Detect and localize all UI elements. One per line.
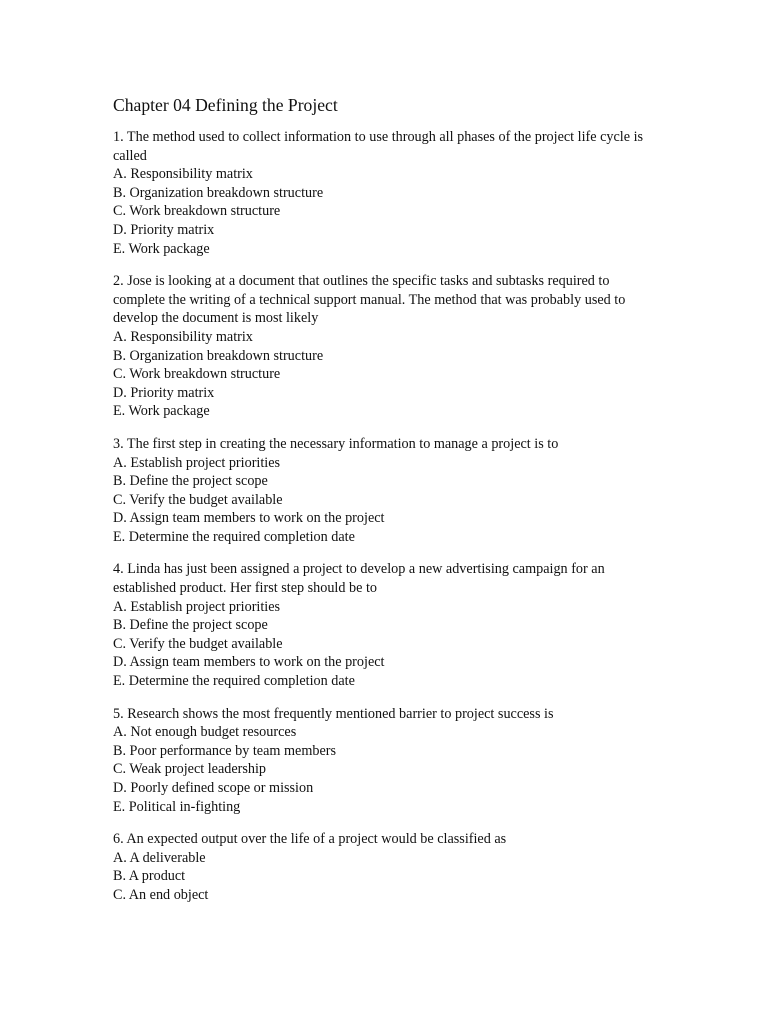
- question-1: [113, 128, 653, 258]
- answer-option: D. Poorly defined scope or mission: [113, 780, 314, 796]
- answer-option: E. Determine the required completion date: [113, 673, 355, 690]
- answer-option: C. Weak project leadership: [113, 761, 267, 778]
- answer-option: A. Not enough budget resources: [113, 724, 297, 741]
- answer-option: C. Verify the budget available: [113, 635, 283, 652]
- answer-option: D. Priority matrix: [113, 221, 215, 238]
- question-stem: 4. Linda has just been assigned a project to develop a new advertising campaign for an established product. Her first step should be to: [113, 561, 605, 597]
- answer-option: C. An end object: [113, 886, 209, 903]
- answer-option: B. Organization breakdown structure: [113, 347, 324, 364]
- answer-option: B. Define the project scope: [113, 617, 268, 634]
- answer-option: E. Work package: [113, 403, 210, 420]
- answer-option: A. A deliverable: [113, 849, 206, 866]
- answer-option: E. Work package: [113, 240, 210, 257]
- answer-option: C. Work breakdown structure: [113, 366, 281, 383]
- page-title: Chapter 04 Defining the Project: [113, 95, 338, 115]
- question-stem: 6. An expected output over the life of a project would be classified as: [113, 831, 507, 848]
- answer-option: A. Establish project priorities: [113, 454, 281, 471]
- answer-option: E. Determine the required completion date: [113, 528, 355, 545]
- answer-option: D. Assign team members to work on the project: [113, 654, 385, 671]
- question-4: [113, 560, 653, 690]
- question-stem: 2. Jose is looking at a document that outlines the specific tasks and subtasks required to complete the writing of a technical support manual. The method that was probably used to develop the document is most likely: [113, 273, 626, 327]
- answer-option: A. Responsibility matrix: [113, 328, 253, 345]
- answer-option: B. Define the project scope: [113, 473, 268, 490]
- answer-option: C. Verify the budget available: [113, 491, 283, 508]
- question-3: [113, 435, 653, 547]
- answer-option: D. Priority matrix: [113, 384, 215, 401]
- answer-option: A. Responsibility matrix: [113, 166, 253, 183]
- question-6: [113, 830, 653, 904]
- question-stem: 5. Research shows the most frequently mentioned barrier to project success is: [113, 705, 554, 722]
- answer-option: B. A product: [113, 868, 186, 885]
- question-stem: 3. The first step in creating the necessary information to manage a project is to: [113, 435, 559, 452]
- question-stem: 1. The method used to collect information to use through all phases of the project life cycle is called: [113, 129, 644, 164]
- answer-option: B. Poor performance by team members: [113, 742, 336, 759]
- answer-option: C. Work breakdown structure: [113, 203, 281, 220]
- answer-option: A. Establish project priorities: [113, 598, 281, 615]
- question-2: [113, 272, 653, 421]
- answer-option: B. Organization breakdown structure: [113, 184, 324, 201]
- answer-option: E. Political in-fighting: [113, 798, 241, 815]
- answer-option: D. Assign team members to work on the project: [113, 510, 385, 527]
- document-page: [113, 94, 653, 919]
- question-5: [113, 705, 653, 817]
